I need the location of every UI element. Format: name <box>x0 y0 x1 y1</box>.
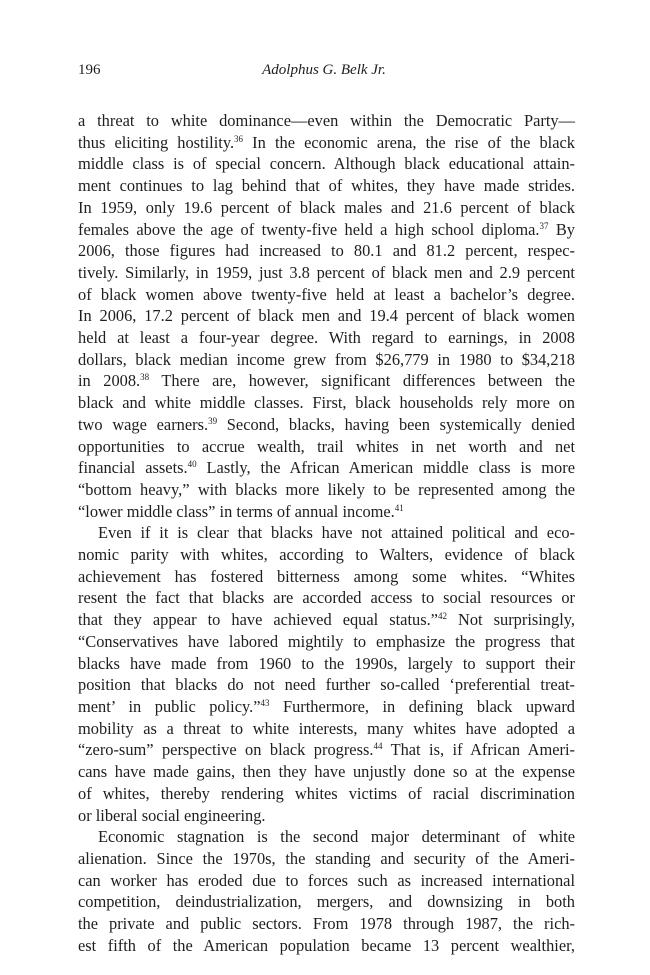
text-line <box>78 544 575 566</box>
text-line <box>78 631 575 653</box>
text-run: In 1959, only 19.6 percent of black males and 21.6 percent of black <box>78 197 575 217</box>
text-line <box>78 110 575 132</box>
text-line <box>78 913 575 935</box>
page-number: 196 <box>78 62 101 78</box>
text-run: position that blacks do not need further so-called ‘preferential treat- <box>78 675 575 695</box>
footnote-ref: 39 <box>208 415 218 426</box>
text-line <box>78 175 575 197</box>
text-run: financial assets. <box>78 458 188 478</box>
text-run: In 2006, 17.2 percent of black men and 19.4 percent of black women <box>78 306 575 326</box>
text-line <box>78 761 575 783</box>
text-line <box>78 522 575 544</box>
text-line <box>78 826 575 848</box>
footnote-ref: 36 <box>234 133 244 144</box>
text-run: held at least a four-year degree. With regard to earnings, in 2008 <box>78 328 575 348</box>
text-line <box>78 153 575 175</box>
text-line <box>78 197 575 219</box>
text-run: By <box>548 219 575 239</box>
text-line <box>78 501 575 523</box>
text-run: middle class is of special concern. Although black educational attain- <box>78 154 575 174</box>
text-run: two wage earners. <box>78 414 209 434</box>
text-run: that they appear to have achieved equal status.” <box>78 610 438 630</box>
text-run: ment continues to lag behind that of whites, they have made strides. <box>78 176 575 196</box>
text-run: in 2008. <box>78 371 141 391</box>
footnote-ref: 40 <box>187 459 197 470</box>
text-line <box>78 783 575 805</box>
text-run: blacks have made from 1960 to the 1990s, largely to support their <box>78 653 575 673</box>
text-line <box>78 674 575 696</box>
text-run: or liberal social engineering. <box>78 805 266 825</box>
text-run: “Conservatives have labored mightily to emphasize the progress that <box>78 631 575 651</box>
text-run: the private and public sectors. From 1978 through 1987, the rich- <box>78 914 575 934</box>
text-run: females above the age of twenty-five held a high school diploma. <box>78 219 540 239</box>
text-run: dollars, black median income grew from $26,779 in 1980 to $34,218 <box>78 349 575 369</box>
text-line <box>78 414 575 436</box>
text-run: Economic stagnation is the second major determinant of white <box>98 827 575 847</box>
text-run: achievement has fostered bitterness among some whites. “Whites <box>78 566 575 586</box>
text-run: can worker has eroded due to forces such as increased international <box>78 870 575 890</box>
text-line <box>78 935 575 957</box>
text-line <box>78 284 575 306</box>
text-run: Not surprisingly, <box>446 610 575 630</box>
text-line <box>78 609 575 631</box>
text-line <box>78 848 575 870</box>
text-line <box>78 870 575 892</box>
footnote-ref: 42 <box>437 611 447 622</box>
text-run: 2006, those figures had increased to 80.1 and 81.2 percent, respec- <box>78 241 575 261</box>
text-run: Lastly, the African American middle class is more <box>196 458 575 478</box>
text-run: a threat to white dominance—even within the Democratic Party— <box>78 111 575 130</box>
text-run: black and white middle classes. First, black households rely more on <box>78 393 575 413</box>
text-run: ment’ in public policy.” <box>78 696 261 716</box>
text-run: est fifth of the American population became 13 percent wealthier, <box>78 935 575 955</box>
footnote-ref: 44 <box>373 741 383 752</box>
text-run: Furthermore, in defining black upward <box>269 696 575 716</box>
text-line <box>78 805 575 827</box>
text-line <box>78 349 575 371</box>
text-run: Second, blacks, having been systemically denied <box>217 414 575 434</box>
text-run: resent the fact that blacks are accorded access to social resources or <box>78 588 575 608</box>
text-run: “zero-sum” perspective on black progress. <box>78 740 374 760</box>
footnote-ref: 41 <box>394 502 404 513</box>
footnote-ref: 38 <box>140 372 150 383</box>
text-run: alienation. Since the 1970s, the standing and security of the Ameri- <box>78 848 575 868</box>
text-line <box>78 262 575 284</box>
text-run: mobility as a threat to white interests, many whites have adopted a <box>78 718 575 738</box>
text-run: tively. Similarly, in 1959, just 3.8 percent of black men and 2.9 percent <box>78 262 575 282</box>
text-line <box>78 370 575 392</box>
text-run: competition, deindustrialization, mergers, and downsizing in both <box>78 892 575 912</box>
text-run: Even if it is clear that blacks have not attained political and eco- <box>98 523 575 543</box>
text-run: In the economic arena, the rise of the black <box>243 132 575 152</box>
footnote-ref: 37 <box>539 220 549 231</box>
text-run: cans have made gains, then they have unjustly done so at the expense <box>78 762 575 782</box>
text-run: There are, however, significant differences between the <box>149 371 575 391</box>
text-run: nomic parity with whites, according to Walters, evidence of black <box>78 545 575 565</box>
page-header <box>78 62 570 86</box>
text-line <box>78 891 575 913</box>
text-line <box>78 132 575 154</box>
text-line <box>78 479 575 501</box>
running-head: Adolphus G. Belk Jr. <box>262 62 386 78</box>
text-run: of whites, thereby rendering whites victims of racial discrimination <box>78 783 575 803</box>
text-line <box>78 457 575 479</box>
text-line <box>78 436 575 458</box>
text-run: of black women above twenty-five held at least a bachelor’s degree. <box>78 284 575 304</box>
text-line <box>78 739 575 761</box>
footnote-ref: 43 <box>260 697 270 708</box>
text-line <box>78 305 575 327</box>
text-line <box>78 653 575 675</box>
text-run: opportunities to accrue wealth, trail whites in net worth and net <box>78 436 575 456</box>
text-line <box>78 392 575 414</box>
text-line <box>78 219 575 241</box>
text-line <box>78 327 575 349</box>
text-run: thus eliciting hostility. <box>78 132 235 152</box>
text-run: “lower middle class” in terms of annual income. <box>78 501 395 521</box>
text-line <box>78 240 575 262</box>
body-text <box>78 110 575 956</box>
text-run: That is, if African Ameri- <box>382 740 575 760</box>
text-line <box>78 696 575 718</box>
text-line <box>78 566 575 588</box>
text-run: “bottom heavy,” with blacks more likely to be represented among the <box>78 479 575 499</box>
text-line <box>78 718 575 740</box>
text-line <box>78 587 575 609</box>
